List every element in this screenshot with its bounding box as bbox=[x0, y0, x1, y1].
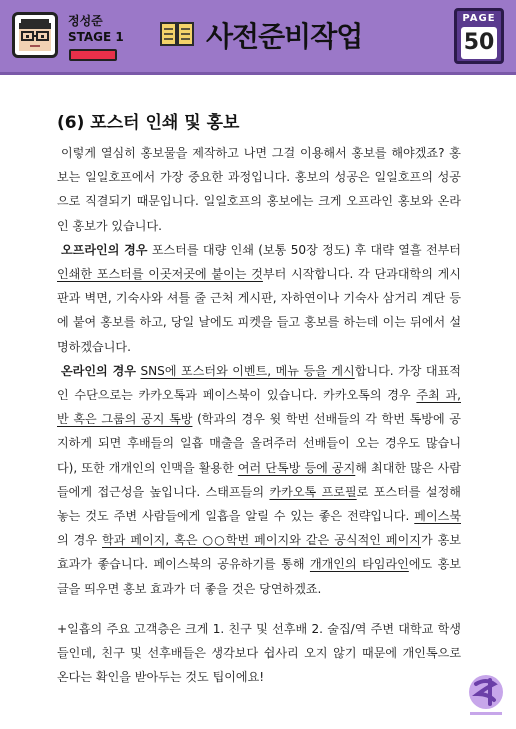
publisher-logo-icon bbox=[464, 672, 508, 720]
intro-paragraph: 이렇게 열심히 홍보물을 제작하고 나면 그걸 이용해서 홍보를 해야겠죠? 홍보는 일일호프에서 가장 중요한 과정입니다. 홍보의 성공은 일일호프의 성공으로 직결되기 때문입니다. 일일호프의 홍보에는 크게 오프라인 홍보와 온라인 홍보가 있습니다. bbox=[57, 146, 461, 233]
online-underline-3: 여러 단톡방 등에 공지 bbox=[237, 460, 356, 475]
page-title: 사전준비작업 bbox=[206, 20, 363, 53]
online-underline-1: SNS에 포스터와 이벤트, 메뉴 등을 게시 bbox=[140, 363, 355, 378]
online-text-6: 의 경우 bbox=[57, 533, 102, 548]
offline-lead: 오프라인의 경우 bbox=[61, 242, 148, 257]
online-underline-6: 학과 페이지, 혹은 ○○학번 페이지와 같은 공식적인 페이지 bbox=[101, 533, 421, 548]
online-underline-7: 개개인의 타임라인 bbox=[309, 557, 409, 572]
pixel-face-icon bbox=[15, 15, 55, 55]
offline-text-1: 포스터를 대량 인쇄 (보통 50장 정도) 후 대략 열흘 전부터 bbox=[147, 242, 461, 257]
offline-text-2: 부터 시작합니다. 각 단과대학의 게시판과 벽면, 기숙사와 셔틀 줄 근처 게시판, 자하연이나 기숙사 삼거리 계단 등에 붙여 홍보를 하고, 당일 날에도 피켓을 들고 홍보를 하는데 이는 뒤에서 설명하겠습니다. bbox=[57, 267, 461, 354]
page-header bbox=[0, 0, 516, 75]
author-avatar bbox=[12, 12, 58, 58]
online-text-3: (학과의 경우 윗 학번 선배들의 각 학번 톡방에 공지하게 되면 후배들의 일흡 매출을 올려주러 선배들이 오는 경우도 많습니다), 또한 개개인의 인맥을 활용한 bbox=[57, 412, 461, 475]
offline-underline-1: 인쇄한 포스터를 이곳저곳에 붙이는 것 bbox=[57, 267, 263, 282]
online-underline-2: 주최 과, 반 혹은 그룹의 공지 톡방 bbox=[57, 388, 461, 427]
online-text-2: 합니다. 가장 대표적인 수단으로는 카카오톡과 페이스북이 있습니다. 카카오톡의 경우 bbox=[57, 363, 461, 403]
page-number-badge bbox=[454, 8, 504, 64]
online-text-4: 해 최대한 많은 사람들에게 접근성을 높입니다. 스태프들의 bbox=[57, 460, 461, 499]
stage-label: STAGE 1 bbox=[68, 30, 124, 44]
online-text-8: 에도 홍보글을 띄우면 홍보 효과가 더 좋을 것은 당연하겠죠. bbox=[57, 557, 461, 596]
online-text-7: 가 홍보 효과가 좋습니다. 페이스북의 공유하기를 통해 bbox=[57, 533, 461, 572]
author-name: 정성준 bbox=[68, 14, 103, 28]
open-book-icon bbox=[160, 20, 194, 48]
online-text-5: 로 포스터를 설정해놓는 것도 주변 사람들에게 일흡을 알릴 수 있는 좋은 전략입니다. bbox=[57, 484, 461, 524]
offline-paragraph bbox=[57, 238, 461, 359]
online-lead: 온라인의 경우 bbox=[61, 363, 136, 378]
main-content bbox=[57, 108, 461, 689]
page-number: 50 bbox=[461, 27, 497, 59]
page-label: PAGE bbox=[462, 13, 496, 24]
section-heading: (6) 포스터 인쇄 및 홍보 bbox=[57, 113, 240, 133]
online-paragraph bbox=[57, 359, 461, 601]
online-underline-5: 페이스북 bbox=[414, 509, 461, 524]
stage-progress-bar bbox=[69, 49, 117, 61]
online-underline-4: 카카오톡 프로필 bbox=[269, 484, 357, 499]
tip-paragraph: +일흡의 주요 고객층은 크게 1. 친구 및 선후배 2. 술집/역 주변 대학교 학생들인데, 친구 및 선후배들은 생각보다 쉽사리 오지 않기 때문에 개인톡으로 온다는 확인을 받아두는 것도 팁이에요! bbox=[57, 621, 461, 685]
